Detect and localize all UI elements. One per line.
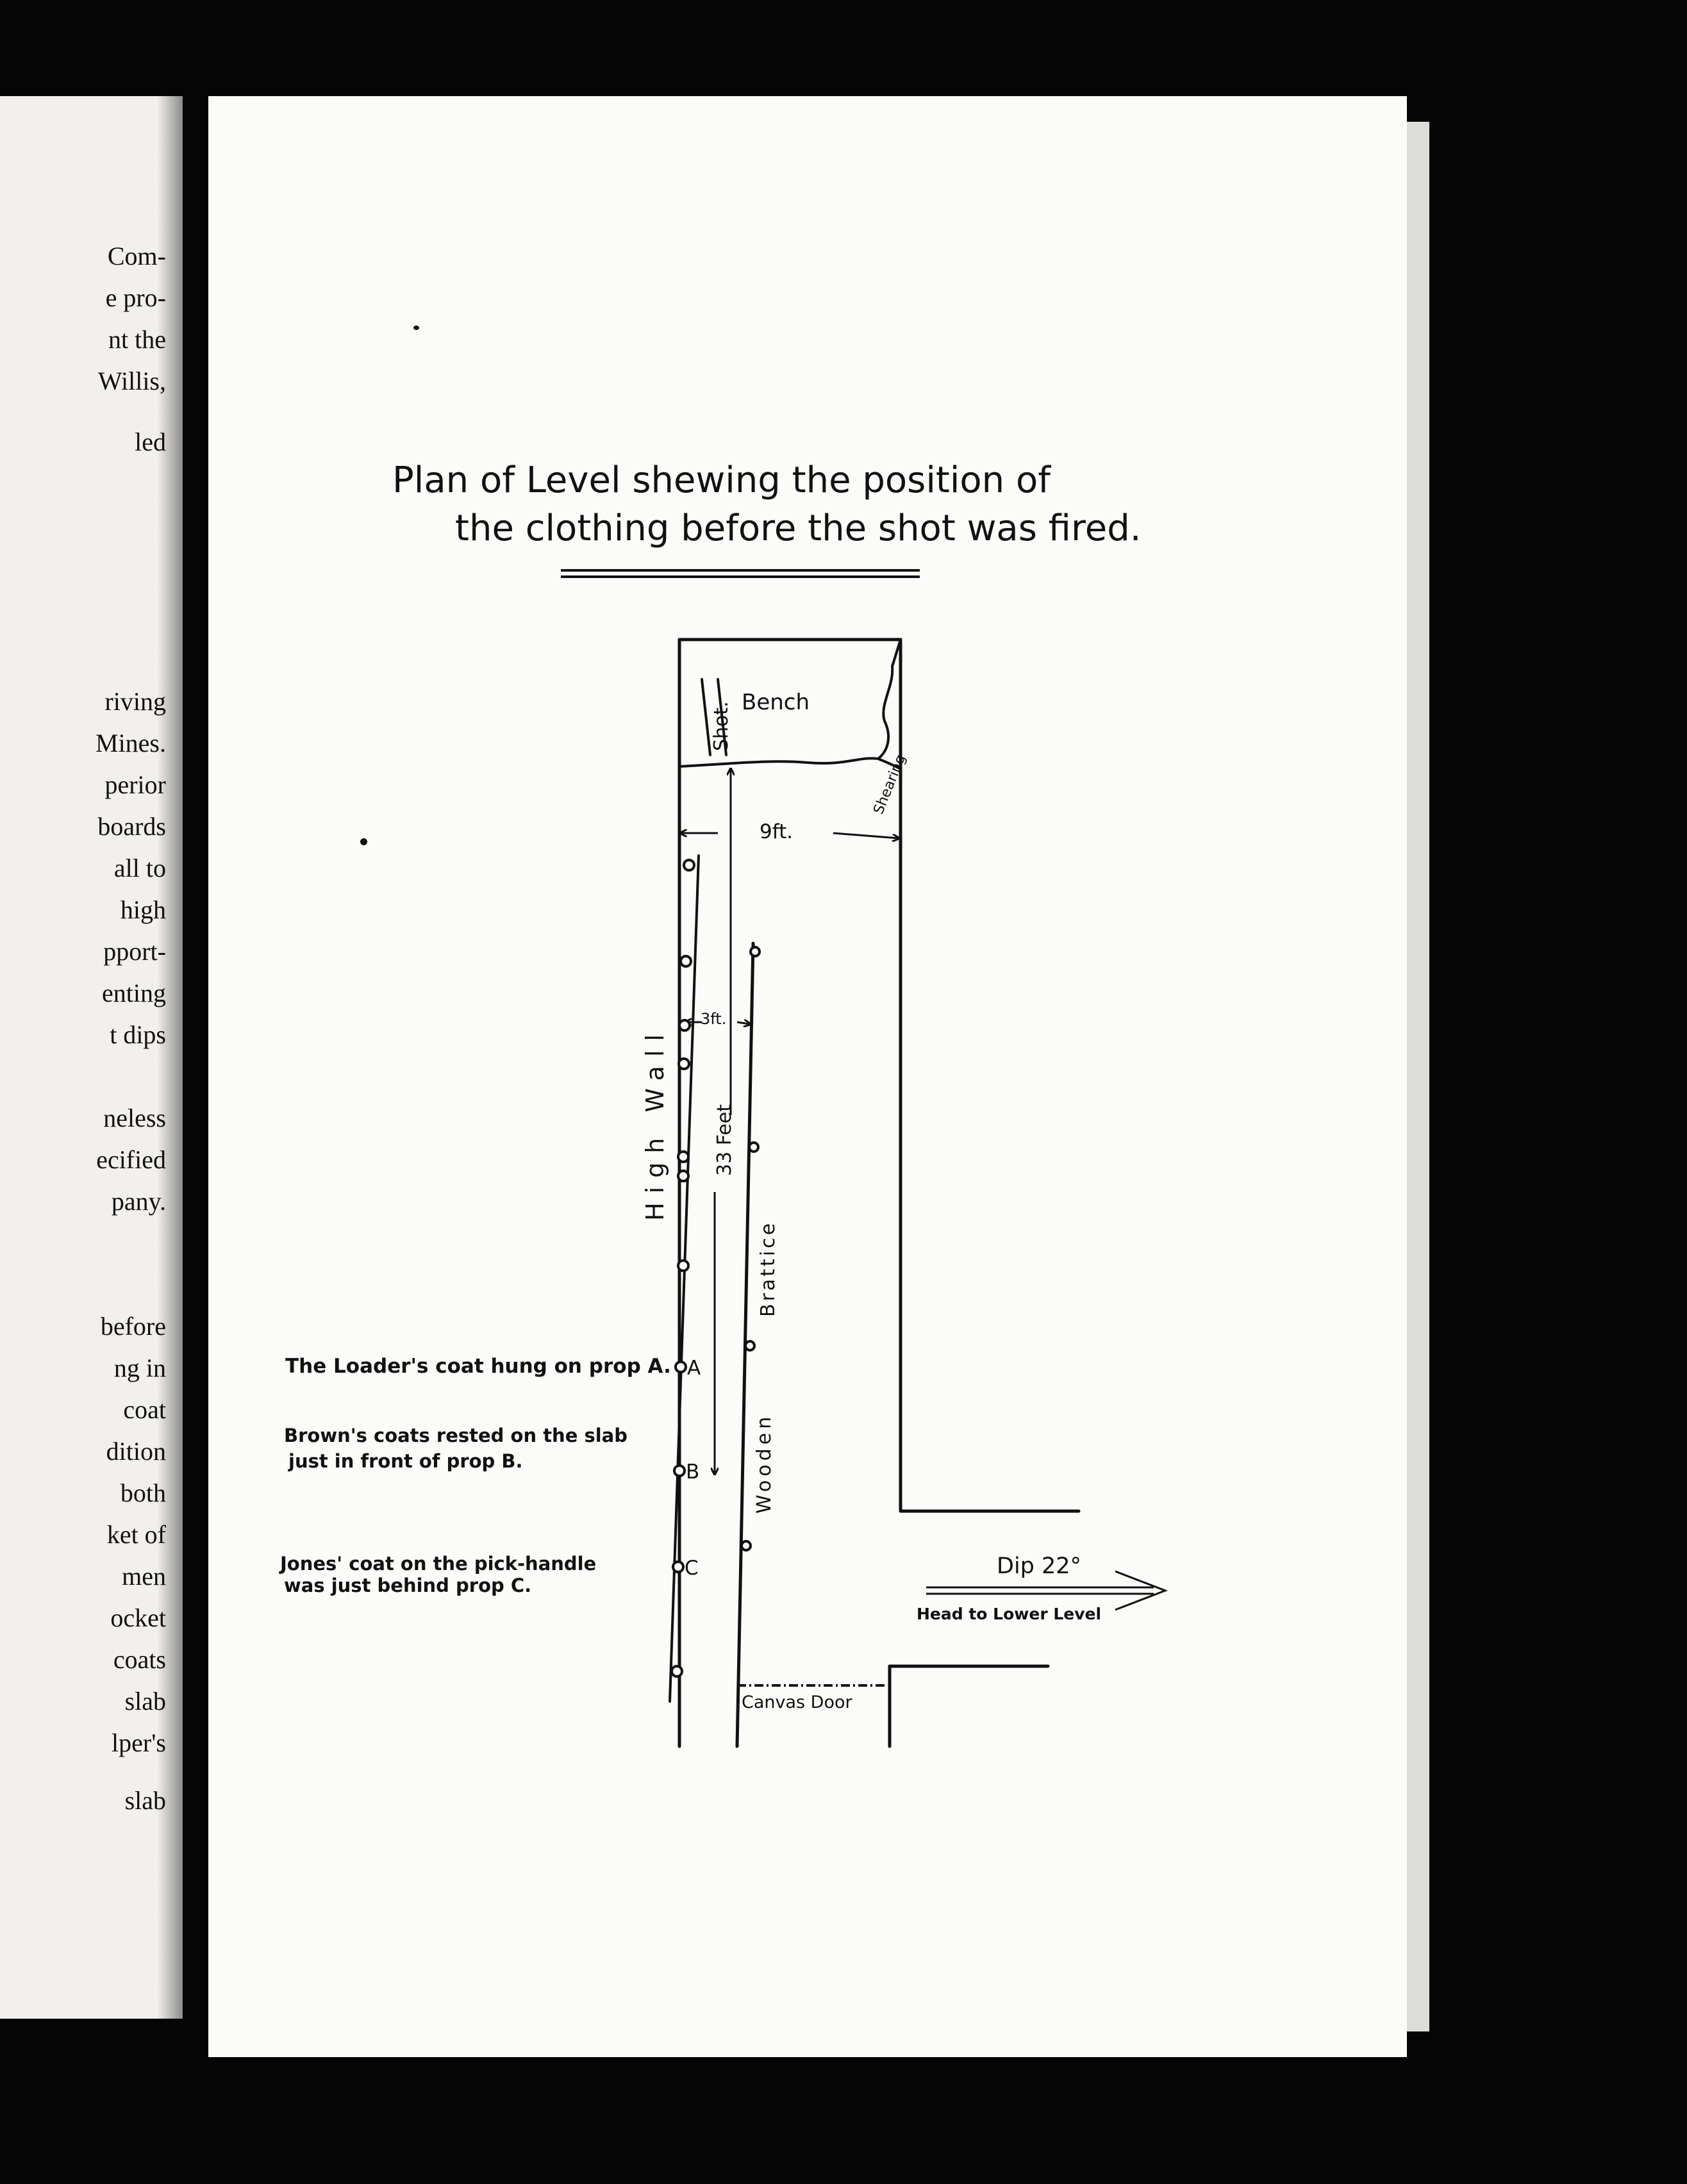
left-page-line: Com- (107, 242, 166, 270)
left-page-line: slab (124, 1786, 166, 1815)
prop-a-marker (676, 1362, 686, 1372)
shot-label: Shot. (710, 701, 733, 751)
prop-c-label: C (685, 1557, 699, 1580)
brattice-post (745, 1341, 754, 1350)
prop-marker (679, 1020, 690, 1030)
note-prop-c-line-1: Jones' coat on the pick-handle (280, 1553, 597, 1575)
brattice-post (749, 1143, 758, 1152)
left-page-line: neless (103, 1104, 166, 1132)
note-prop-b-line-2: just in front of prop B. (288, 1450, 523, 1472)
canvas-door-label: Canvas Door (742, 1692, 852, 1712)
brattice-post (751, 947, 760, 956)
left-page-line: e pro- (105, 283, 166, 312)
plan-title-line-2: the clothing before the shot was fired. (455, 508, 1142, 549)
left-page-line: before (100, 1312, 166, 1341)
prop-marker (678, 1261, 688, 1271)
left-page-line: enting (102, 979, 166, 1007)
left-page-line: pany. (111, 1187, 166, 1216)
prop-marker (672, 1666, 682, 1676)
dimension-arrow-3ft-right (737, 1022, 750, 1024)
left-page-line: Mines. (96, 729, 166, 757)
plan-title-line-1: Plan of Level shewing the position of (392, 459, 1051, 501)
shot-hole-line (702, 679, 710, 755)
left-page-line: all to (113, 854, 166, 882)
note-prop-a: The Loader's coat hung on prop A. (285, 1355, 671, 1378)
brattice-post (742, 1541, 751, 1550)
left-page-line: t dips (110, 1020, 166, 1049)
prop-a-label: A (687, 1357, 701, 1380)
left-page-line: ng in (113, 1353, 166, 1382)
left-page-line: Willis, (97, 367, 166, 395)
left-page-line: high (120, 895, 166, 924)
brattice-label: Brattice (757, 1220, 779, 1317)
left-page-line: riving (104, 687, 166, 716)
width-9ft-label: 9ft. (760, 820, 794, 843)
bench-label: Bench (742, 690, 810, 715)
prop-marker (684, 860, 694, 870)
left-page-line: lper's (112, 1728, 166, 1757)
note-prop-c-line-2: was just behind prop C. (284, 1575, 532, 1596)
left-page-line: men (122, 1562, 166, 1591)
left-page-line: led (135, 427, 166, 456)
left-page-line: pport- (103, 937, 166, 966)
left-page-line: ocket (110, 1603, 166, 1632)
prop-marker (678, 1171, 688, 1181)
prop-marker (681, 956, 691, 966)
dip-label: Dip 22° (997, 1553, 1082, 1579)
prop-b-marker (674, 1466, 685, 1476)
left-page-line: ket of (106, 1520, 166, 1549)
shearing-label: Shearing (870, 752, 910, 817)
left-page-line: boards (97, 812, 166, 841)
prop-b-label: B (686, 1460, 700, 1484)
left-page-line: coat (123, 1395, 166, 1424)
left-page-line: nt the (108, 325, 166, 354)
length-33ft-label: 33 Feet (713, 1104, 736, 1176)
left-page-line: dition (106, 1437, 166, 1466)
note-prop-b-line-1: Brown's coats rested on the slab (284, 1425, 627, 1446)
left-page-line: both (120, 1478, 166, 1507)
width-3ft-label: 3ft. (701, 1010, 727, 1028)
wooden-label: Wooden (753, 1412, 776, 1514)
prop-marker (678, 1152, 688, 1162)
left-page-line: ecified (96, 1145, 166, 1174)
dip-arrow-head (1115, 1571, 1165, 1610)
head-to-lower-level-label: Head to Lower Level (917, 1605, 1102, 1623)
high-wall-label: High Wall (641, 1025, 669, 1221)
left-page-line: coats (113, 1645, 166, 1674)
prop-c-marker (673, 1562, 683, 1572)
left-page-line: slab (124, 1687, 166, 1716)
dimension-arrow-9ft-right (833, 833, 899, 838)
prop-marker (679, 1059, 689, 1069)
left-page-line: perior (104, 770, 166, 799)
